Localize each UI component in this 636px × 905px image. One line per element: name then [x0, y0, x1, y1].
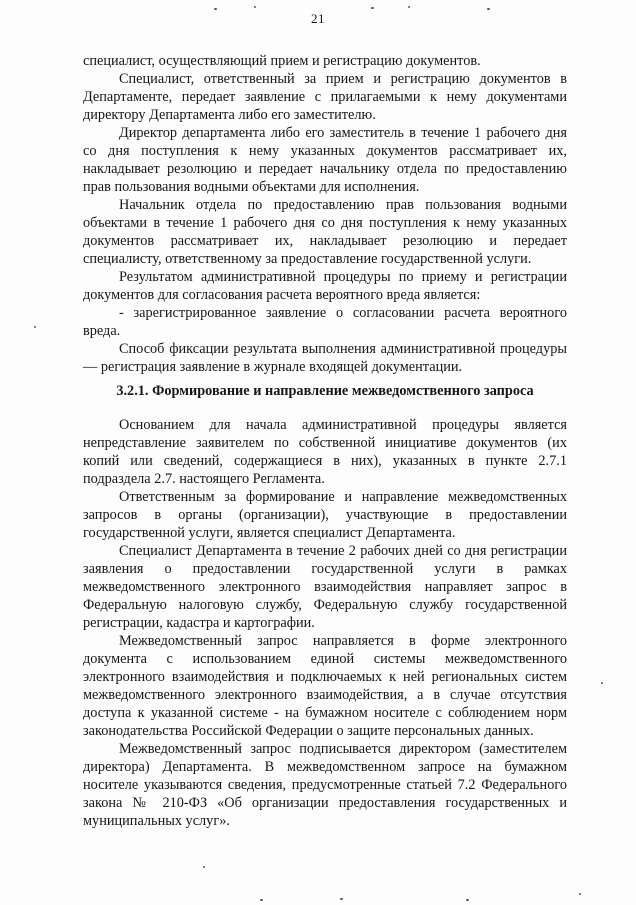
- bottom-text-block: [83, 416, 567, 830]
- scan-speck: [408, 6, 410, 8]
- section-heading: 3.2.1. Формирование и направление межведомственного запроса: [116, 383, 534, 399]
- paragraph-department-head: Начальник отдела по предоставлению прав пользования водными объектами в течение 1 рабочего дня со дня поступления к нему указанных документов рассматривает их, накладывает резолюцию и передает специалисту, ответственному за предоставление государственной услуги.: [83, 197, 567, 267]
- paragraph-request-form: Межведомственный запрос направляется в форме электронного документа с использованием единой системы межведомственного электронного взаимодействия и подключаемых к ней региональных систем межведомственного электронного взаимодействия, а в случае отсутствия доступа к указанной системе - на бумажном носителе с соблюдением норм законодательства Российской Федерации о защите персональных данных.: [83, 633, 567, 739]
- scan-speck: [214, 8, 217, 10]
- scan-speck: [254, 6, 256, 8]
- paragraph-reception-specialist: Специалист, ответственный за прием и регистрацию документов в Департаменте, передает заявление с прилагаемыми к нему документами директору Департамента либо его заместителю.: [83, 71, 567, 123]
- scan-speck: [203, 866, 205, 868]
- paragraph-request-sending: Специалист Департамента в течение 2 рабочих дней со дня регистрации заявления о предоставлении государственной услуги в рамках межведомственного электронного взаимодействия направляет запрос в Федеральную налоговую службу, Федеральную службу государственной регистрации, кадастра и картографии.: [83, 543, 567, 631]
- paragraph-continuation: специалист, осуществляющий прием и регистрацию документов.: [83, 53, 481, 69]
- top-text-block: [83, 52, 567, 376]
- scan-speck: [601, 682, 603, 684]
- scan-speck: [260, 899, 263, 901]
- paragraph-procedure-result: Результатом административной процедуры по приему и регистрации документов для согласования расчета вероятного вреда является:: [83, 269, 567, 303]
- scan-speck: [34, 326, 36, 328]
- scan-speck: [371, 7, 374, 9]
- scan-speck: [340, 898, 343, 900]
- paragraph-result-item: - зарегистрированное заявление о согласовании расчета вероятного вреда.: [83, 305, 567, 339]
- scan-speck: [466, 899, 469, 901]
- paragraph-responsible: Ответственным за формирование и направление межведомственных запросов в органы (организации), участвующие в предоставлении государственной услуги, является специалист Департамента.: [83, 489, 567, 541]
- paragraph-recording-method: Способ фиксации результата выполнения административной процедуры — регистрация заявление в журнале входящей документации.: [83, 341, 567, 375]
- paragraph-director-review: Директор департамента либо его заместитель в течение 1 рабочего дня со дня поступления к нему указанных документов рассматривает их, накладывает резолюцию и передает начальнику отдела по предоставлению прав пользования водными объектами для исполнения.: [83, 125, 567, 195]
- scan-speck: [487, 8, 490, 10]
- scan-speck: [579, 893, 581, 895]
- paragraph-basis: Основанием для начала административной процедуры является непредставление заявителем по собственной инициативе документов (их копий или сведений, содержащиеся в них), указанных в пункте 2.7.1 подраздела 2.7. настоящего Регламента.: [83, 417, 567, 487]
- page-number: 21: [311, 11, 325, 26]
- paragraph-request-signing: Межведомственный запрос подписывается директором (заместителем директора) Департамента. В межведомственном запросе на бумажном носителе указываются сведения, предусмотренные статьей 7.2 Федерального закона № 210-ФЗ «Об организации предоставления государственных и муниципальных услуг».: [83, 741, 567, 829]
